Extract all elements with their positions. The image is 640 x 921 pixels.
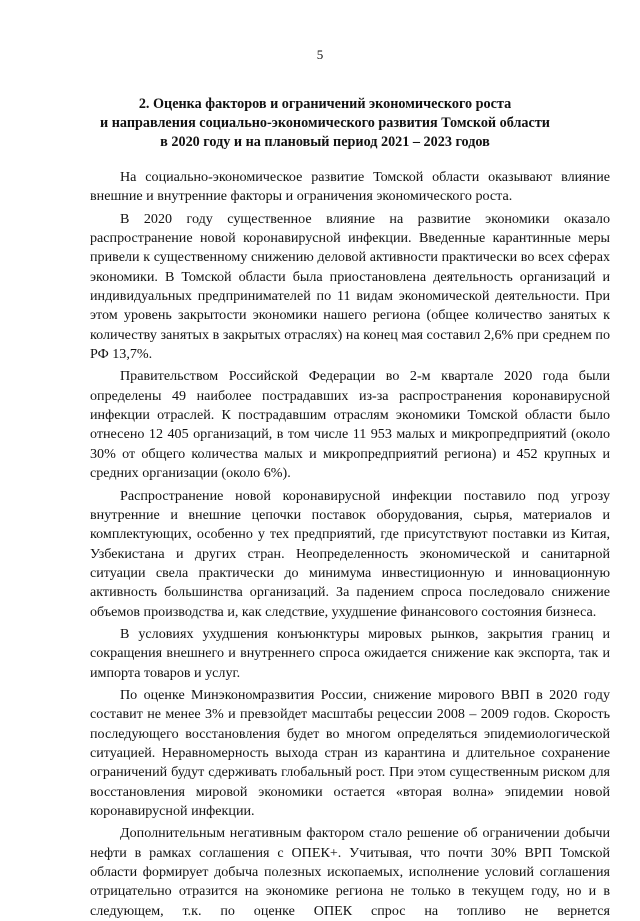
paragraph-7: Дополнительным негативным фактором стало решение об ограничении добычи нефти в рамках соглашения с ОПЕК+. Учитывая, что почти 30% ВРП Томской области формирует добыча полезных ископаемых, исполнение условий соглашения отрицательно отразится на экономике региона не только в текущем году, но и в следующем, т.к. по оценке ОПЕК спрос на топливо не вернется [90, 825, 610, 919]
page-number: 5 [316, 47, 324, 62]
section-heading [90, 95, 560, 152]
document-body [90, 168, 610, 921]
paragraph-5: В условиях ухудшения конъюнктуры мировых рынков, закрытия границ и сокращения внешнего и внутреннего спроса ожидается снижение как экспорта, так и импорта товаров и услуг. [90, 625, 610, 681]
paragraph-6: По оценке Минэкономразвития России, снижение мирового ВВП в 2020 году составит не менее 3% и превзойдет масштабы рецессии 2008 – 2009 годов. Скорость последующего восстановления будет во многом определяться эпидемиологической ситуацией. Неравномерность выхода стран из карантина и длительное сохранение ограничений будут сдерживать глобальный рост. При этом существенным риском для восстановления мировой экономики остается «вторая волна» эпидемии новой коронавирусной инфекции. [90, 686, 610, 819]
heading-line-1: 2. Оценка факторов и ограничений экономического роста [138, 96, 512, 112]
paragraph-4: Распространение новой коронавирусной инфекции поставило под угрозу внутренние и внешние цепочки поставок оборудования, сырья, материалов и комплектующих, особенно у тех предприятий, где присутствуют поставки из Китая, Узбекистана и других стран. Неопределенность экономической и санитарной ситуации свела практически до минимума инвестиционную и инновационную активность большинства организаций. За падением спроса последовало снижение объемов производства и, как следствие, ухудшение финансового состояния бизнеса. [90, 487, 610, 620]
paragraph-3: Правительством Российской Федерации во 2-м квартале 2020 года были определены 49 наиболее пострадавших из-за распространения коронавирусной инфекции отраслей. К пострадавшим отраслям экономики Томской области было отнесено 12 405 организаций, в том числе 11 953 малых и микропредприятий (около 30% от общего количества малых и микропредприятий региона) и 452 крупных и средних организации (около 6%). [90, 368, 610, 482]
heading-line-2: и направления социально-экономического развития Томской области [100, 115, 550, 131]
heading-line-3: в 2020 году и на плановый период 2021 – 2023 годов [160, 134, 490, 150]
paragraph-2: В 2020 году существенное влияние на развитие экономики оказало распространение новой коронавирусной инфекции. Введенные карантинные меры привели к существенному снижению деловой активности практически во всех сферах экономики. В Томской области была приостановлена деятельность организаций и индивидуальных предпринимателей по 11 видам экономической деятельности. При этом уровень закрытости экономики нашего региона (общее количество занятых к количеству занятых в закрытых отраслях) на конец мая составил 2,6% при среднем по РФ 13,7%. [90, 210, 610, 363]
paragraph-1: На социально-экономическое развитие Томской области оказывают влияние внешние и внутренние факторы и ограничения экономического роста. [90, 169, 610, 205]
